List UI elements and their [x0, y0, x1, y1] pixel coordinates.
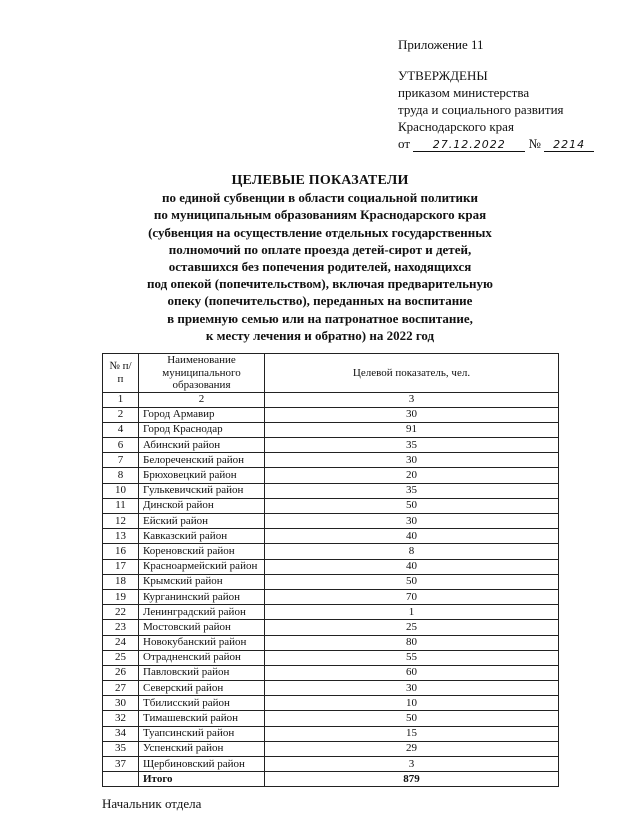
row-number: 30 [103, 696, 139, 711]
target-value: 50 [265, 574, 559, 589]
total-value: 879 [265, 772, 559, 787]
signer-title: Начальник отдела [102, 796, 202, 811]
table-row [103, 407, 559, 422]
target-value: 25 [265, 620, 559, 635]
document-title [120, 172, 520, 344]
municipality-name: Красноармейский район [139, 559, 265, 574]
target-value: 60 [265, 665, 559, 680]
row-number: 24 [103, 635, 139, 650]
target-value: 50 [265, 711, 559, 726]
table-row [103, 635, 559, 650]
municipality-name: Павловский район [139, 665, 265, 680]
number-prefix: № [528, 136, 541, 151]
row-number: 19 [103, 589, 139, 604]
table-row [103, 681, 559, 696]
approval-line-1: приказом министерства [398, 85, 530, 100]
title-subtitle [120, 189, 520, 344]
municipality-name: Тбилисский район [139, 696, 265, 711]
municipality-name: Мостовский район [139, 620, 265, 635]
target-value: 3 [265, 757, 559, 772]
municipality-name: Город Краснодар [139, 422, 265, 437]
row-number: 10 [103, 483, 139, 498]
row-number: 12 [103, 514, 139, 529]
target-value: 30 [265, 453, 559, 468]
municipality-name: Ейский район [139, 514, 265, 529]
target-value: 40 [265, 529, 559, 544]
title-line: опеку (попечительство), переданных на воспитание [167, 293, 473, 309]
title-line: к месту лечения и обратно) на 2022 год [205, 327, 435, 343]
row-number: 6 [103, 438, 139, 453]
row-number: 26 [103, 665, 139, 680]
target-value: 10 [265, 696, 559, 711]
target-value: 29 [265, 741, 559, 756]
table-row [103, 468, 559, 483]
title-line: (субвенция на осуществление отдельных государственных [148, 224, 492, 240]
target-value: 15 [265, 726, 559, 741]
municipality-name: Курганинский район [139, 589, 265, 604]
target-value: 30 [265, 681, 559, 696]
approval-block [398, 36, 594, 152]
row-number: 27 [103, 681, 139, 696]
table-row [103, 544, 559, 559]
column-number: 1 [103, 392, 139, 407]
row-number: 34 [103, 726, 139, 741]
target-value: 30 [265, 514, 559, 529]
municipality-name: Брюховецкий район [139, 468, 265, 483]
table-row [103, 529, 559, 544]
municipality-name: Динской район [139, 498, 265, 513]
total-row [103, 772, 559, 787]
row-number: 16 [103, 544, 139, 559]
municipality-name: Крымский район [139, 574, 265, 589]
table-body [103, 407, 559, 772]
table-row [103, 650, 559, 665]
date-prefix: от [398, 136, 411, 151]
row-number: 35 [103, 741, 139, 756]
row-number: 17 [103, 559, 139, 574]
total-num-cell [103, 772, 139, 787]
table-row [103, 483, 559, 498]
table-row [103, 498, 559, 513]
municipality-name: Туапсинский район [139, 726, 265, 741]
municipality-name: Северский район [139, 681, 265, 696]
municipality-name: Белореченский район [139, 453, 265, 468]
municipality-name: Гулькевичский район [139, 483, 265, 498]
page-title: ЦЕЛЕВЫЕ ПОКАЗАТЕЛИ [231, 173, 409, 188]
target-value: 8 [265, 544, 559, 559]
municipality-name: Кавказский район [139, 529, 265, 544]
target-value: 35 [265, 438, 559, 453]
table-row [103, 711, 559, 726]
approval-line-3: Краснодарского края [398, 119, 514, 134]
table-header-row [103, 354, 559, 393]
table-row [103, 589, 559, 604]
row-number: 7 [103, 453, 139, 468]
title-line: оставшихся без попечения родителей, находящихся [168, 259, 472, 275]
row-number: 23 [103, 620, 139, 635]
row-number: 25 [103, 650, 139, 665]
target-value: 40 [265, 559, 559, 574]
title-line: полномочий по оплате проезда детей-сирот и детей, [168, 241, 472, 257]
target-value: 80 [265, 635, 559, 650]
table-row [103, 726, 559, 741]
target-value: 1 [265, 605, 559, 620]
row-number: 13 [103, 529, 139, 544]
municipality-name: Кореновский район [139, 544, 265, 559]
municipality-name: Отрадненский район [139, 650, 265, 665]
municipality-name: Ленинградский район [139, 605, 265, 620]
municipality-name: Новокубанский район [139, 635, 265, 650]
header-name: Наименование муниципального образования [139, 354, 265, 393]
row-number: 2 [103, 407, 139, 422]
indicators-table [102, 353, 559, 787]
row-number: 18 [103, 574, 139, 589]
municipality-name: Город Армавир [139, 407, 265, 422]
table-row [103, 696, 559, 711]
municipality-name: Успенский район [139, 741, 265, 756]
table-row [103, 574, 559, 589]
target-value: 35 [265, 483, 559, 498]
target-value: 30 [265, 407, 559, 422]
column-number: 3 [265, 392, 559, 407]
header-num: № п/п [103, 354, 139, 393]
target-value: 91 [265, 422, 559, 437]
order-number: 2214 [544, 138, 594, 152]
appendix-label: Приложение 11 [398, 37, 484, 52]
target-value: 55 [265, 650, 559, 665]
target-value: 50 [265, 498, 559, 513]
row-number: 32 [103, 711, 139, 726]
column-numbers-row [103, 392, 559, 407]
row-number: 22 [103, 605, 139, 620]
approval-line-2: труда и социального развития [398, 102, 564, 117]
target-value: 20 [265, 468, 559, 483]
municipality-name: Абинский район [139, 438, 265, 453]
municipality-name: Щербиновский район [139, 757, 265, 772]
title-line: под опекой (попечительством), включая предварительную [147, 276, 493, 292]
order-date: 27.12.2022 [413, 138, 525, 152]
target-value: 70 [265, 589, 559, 604]
footer [102, 795, 201, 812]
column-number: 2 [139, 392, 265, 407]
table-row [103, 757, 559, 772]
row-number: 4 [103, 422, 139, 437]
table-row [103, 422, 559, 437]
header-value: Целевой показатель, чел. [265, 354, 559, 393]
title-line: в приемную семью или на патронатное воспитание, [167, 310, 473, 326]
table-row [103, 453, 559, 468]
table-row [103, 665, 559, 680]
approved-label: УТВЕРЖДЕНЫ [398, 68, 488, 83]
title-line: по муниципальным образованиям Краснодарского края [153, 207, 487, 223]
row-number: 8 [103, 468, 139, 483]
title-line: по единой субвенции в области социальной политики [162, 190, 478, 206]
table-row [103, 741, 559, 756]
table-row [103, 620, 559, 635]
table-row [103, 438, 559, 453]
table-row [103, 514, 559, 529]
table-row [103, 605, 559, 620]
total-label: Итого [139, 772, 265, 787]
row-number: 37 [103, 757, 139, 772]
order-date-line [398, 135, 594, 152]
municipality-name: Тимашевский район [139, 711, 265, 726]
table-row [103, 559, 559, 574]
row-number: 11 [103, 498, 139, 513]
